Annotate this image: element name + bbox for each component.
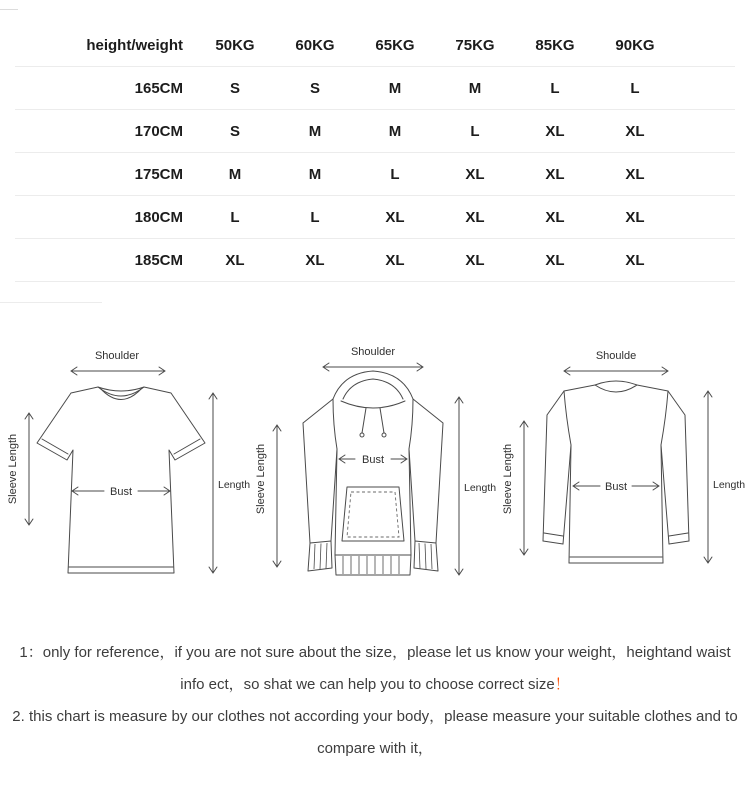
longsleeve-drawing: [500, 341, 745, 611]
header-cell-90kg: 90KG: [615, 36, 655, 54]
size-cell: L: [390, 165, 400, 183]
size-cell: S: [229, 122, 240, 140]
size-cell: L: [470, 122, 480, 140]
shoulder-annotation: [71, 350, 165, 375]
size-cell: XL: [305, 251, 325, 269]
shoulder-annotation: [323, 346, 423, 371]
header-cell-height-weight: height/weight: [86, 36, 183, 54]
size-cell: XL: [225, 251, 245, 269]
size-cell: XL: [625, 122, 645, 140]
note-2-line-2: compare with it，: [317, 740, 433, 757]
size-cell: S: [309, 79, 320, 97]
size-cell: XL: [465, 208, 485, 226]
exclamation-mark: ！: [554, 676, 570, 693]
table-row: [15, 110, 735, 153]
shoulder-annotation: [564, 350, 668, 375]
tshirt-diagram: [5, 341, 250, 611]
sleeve-length-label: Sleeve Length: [7, 433, 19, 505]
sleeve-length-annotation: [255, 425, 281, 567]
note-1-line-2: [0, 669, 750, 701]
header-cell-65kg: 65KG: [375, 36, 415, 54]
size-cell: XL: [625, 251, 645, 269]
table-row: [15, 196, 735, 239]
bust-label: Bust: [361, 454, 384, 466]
size-cell: XL: [625, 165, 645, 183]
length-annotation: [704, 391, 745, 563]
size-cell: XL: [545, 251, 565, 269]
sleeve-length-label: Sleeve Length: [502, 443, 514, 515]
shoulder-label: Shoulder: [350, 346, 395, 358]
note-1-line-1: 1：only for reference，if you are not sure about the size，please let us know your weight，heightand waist: [19, 644, 731, 661]
size-cell: L: [230, 208, 240, 226]
size-cell: XL: [545, 165, 565, 183]
bust-annotation: [573, 481, 659, 493]
table-row: [15, 239, 735, 282]
height-cell: 175CM: [134, 165, 183, 183]
shoulder-label: Shoulder: [94, 350, 140, 362]
note-1-line-2-text: info ect，so shat we can help you to choose correct size: [180, 676, 555, 693]
shoulder-label: Shoulde: [595, 350, 637, 362]
size-cell: L: [630, 79, 640, 97]
size-table-header: [15, 24, 735, 67]
sleeve-length-label: Sleeve Length: [254, 443, 267, 515]
note-2-line-1: 2. this chart is measure by our clothes not according your body，please measure your suitable clothes and to: [12, 708, 738, 725]
size-cell: XL: [465, 251, 485, 269]
length-label: Length: [713, 479, 746, 491]
measurement-diagrams: [0, 341, 750, 611]
longsleeve-diagram: [500, 341, 745, 611]
height-cell: 180CM: [134, 208, 183, 226]
length-annotation: [209, 393, 250, 573]
size-cell: L: [550, 79, 560, 97]
tshirt-outline: [37, 387, 205, 573]
size-table: [0, 0, 750, 282]
bottom-left-line: [0, 302, 102, 303]
size-cell: XL: [385, 251, 405, 269]
sleeve-length-annotation: [502, 421, 528, 555]
size-cell: L: [310, 208, 320, 226]
hoodie-outline: [303, 371, 443, 575]
length-label: Length: [463, 482, 496, 494]
size-cell: XL: [385, 208, 405, 226]
sleeve-length-annotation: [7, 413, 33, 525]
header-cell-60kg: 60KG: [295, 36, 335, 54]
size-cell: M: [308, 165, 322, 183]
hoodie-drawing: [253, 341, 498, 611]
table-row: [15, 153, 735, 196]
table-row: [15, 67, 735, 110]
notes: [0, 637, 750, 765]
length-label: Length: [218, 479, 251, 491]
bust-annotation: [72, 486, 170, 498]
header-cell-50kg: 50KG: [215, 36, 255, 54]
longsleeve-outline: [543, 381, 689, 563]
tshirt-drawing: [5, 341, 250, 611]
height-cell: 170CM: [134, 122, 183, 140]
size-cell: M: [388, 79, 402, 97]
length-annotation: [455, 397, 496, 575]
top-left-line: [0, 9, 18, 10]
size-cell: XL: [545, 122, 565, 140]
size-cell: XL: [545, 208, 565, 226]
size-cell: M: [308, 122, 322, 140]
size-cell: M: [388, 122, 402, 140]
bust-label: Bust: [109, 486, 133, 498]
size-cell: XL: [625, 208, 645, 226]
size-cell: XL: [465, 165, 485, 183]
hoodie-diagram: [253, 341, 498, 611]
height-cell: 165CM: [134, 79, 183, 97]
bust-label: Bust: [604, 481, 628, 493]
size-cell: S: [229, 79, 240, 97]
bust-annotation: [339, 454, 407, 466]
size-cell: M: [468, 79, 482, 97]
height-cell: 185CM: [134, 251, 183, 269]
header-cell-75kg: 75KG: [455, 36, 495, 54]
size-cell: M: [228, 165, 242, 183]
header-cell-85kg: 85KG: [535, 36, 575, 54]
